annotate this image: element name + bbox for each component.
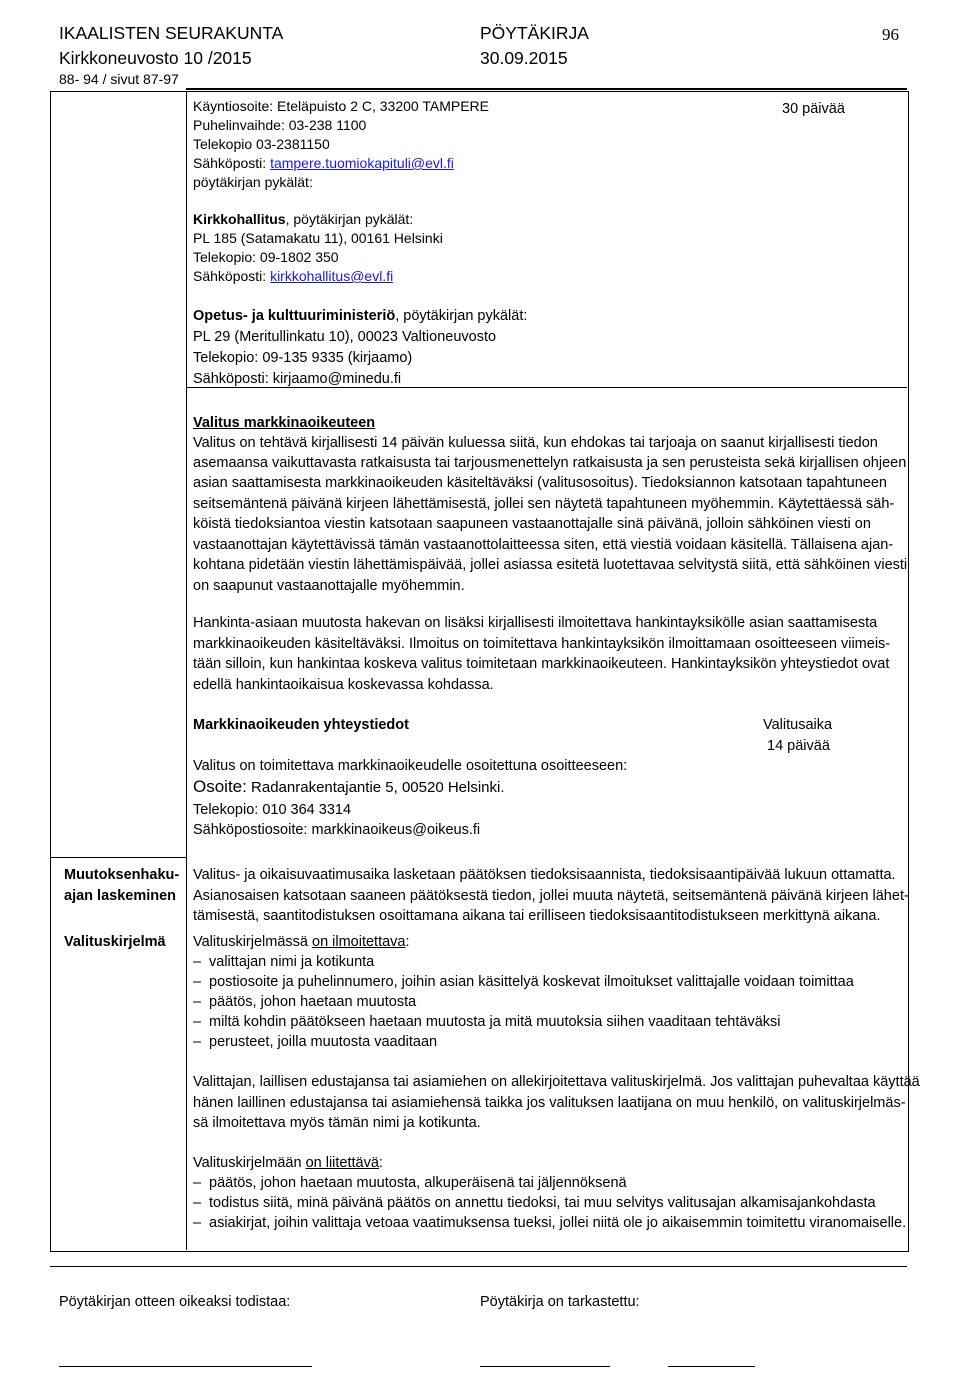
p1-line: Valitus on tehtävä kirjallisesti 14 päivän kuluessa siitä, kun ehdokas tai tarjoaja on saanut kirjallisesti tiedon [193, 435, 878, 451]
market-court-submit: Valitus on toimitettava markkinaoikeudelle osoitettuna osoitteeseen: [193, 758, 628, 774]
church-board-email-link[interactable]: kirkkohallitus@evl.fi [270, 268, 394, 284]
checked-date-line [668, 1366, 755, 1367]
label-divider [50, 857, 186, 858]
meeting-title: Kirkkoneuvosto 10 /2015 [59, 48, 252, 68]
market-court-address-line [193, 776, 505, 799]
signature-line: hänen laillinen edustajansa tai asiamiehensä taikka jos valituksen laatijana on muu henkilö, on valituskirjelmäs- [193, 1095, 906, 1111]
attachments-intro: Valituskirjelmään on liitettävä: [193, 1155, 383, 1171]
computation-label-1: Muutoksenhaku- [64, 867, 180, 883]
church-board-name: Kirkkohallitus [193, 211, 286, 227]
court-deadline: 30 päivää [782, 101, 845, 117]
market-court-title: Valitus markkinaoikeuteen [193, 415, 376, 431]
court-email-link[interactable]: tampere.tuomiokapituli@evl.fi [270, 155, 454, 171]
p1-line: köistä tiedoksiantoa viestin katsotaan saapuneen vastaanottajalle sinä päivänä, jolloin sähköinen viesti on [193, 516, 871, 532]
required-item: – päätös, johon haetaan muutosta [193, 994, 417, 1010]
court-visit-address: Käyntiosoite: Eteläpuisto 2 C, 33200 TAMPERE [193, 98, 489, 114]
frame-top-rule [186, 88, 907, 90]
p2-line: edellä hankintaoikaisua koskevassa kohdassa. [193, 677, 494, 693]
court-email-line [193, 154, 454, 173]
market-court-email: Sähköpostiosoite: markkinaoikeus@oikeus.fi [193, 822, 481, 838]
p1-line: on saapunut vastaanottajalle myöhemmin. [193, 578, 465, 594]
p1-line: seitsemäntenä päivänä kirjeen lähettämisestä, jollei sen näytetä tapahtuneen myöhemmin. Käytettäessä säh- [193, 496, 895, 512]
p1-line: asian saattamisesta markkinaoikeuden käsiteltäväksi (valitusosoitus). Tiedoksiannon katsotaan tapahtuneen [193, 475, 887, 491]
attachment-item: – päätös, johon haetaan muutosta, alkuperäisenä tai jäljennöksenä [193, 1175, 627, 1191]
required-item: – miltä kohdin päätökseen haetaan muutosta ja mitä muutoksia siihen vaaditaan tehtäväksi [193, 1014, 781, 1030]
church-board-email-line [193, 267, 393, 286]
p2-line: tään silloin, kun hankintaa koskeva valitus toimitetaan markkinaoikeuteen. Hankintayksikön yhteystiedot ovat [193, 656, 890, 672]
p1-line: vastaanottajan käytettävissä tämän vastaanottolaitteessa siten, että viestiä voidaan käsitellä. Tällaisena ajan- [193, 537, 894, 553]
market-court-deadline-value: 14 päivää [767, 738, 830, 754]
church-board-suffix: , pöytäkirjan pykälät: [285, 211, 414, 227]
p2-line: markkinaoikeuden käsiteltäväksi. Ilmoitus on toimitettava hankintayksikön ilmoittamaan osoitteeseen viimeis- [193, 636, 891, 652]
ministry-fax: Telekopio: 09-135 9335 (kirjaamo) [193, 350, 413, 366]
checked-signature-line [480, 1366, 610, 1367]
signature-line: sä ilmoitettava myös tämän nimi ja kotikunta. [193, 1115, 481, 1131]
footer-rule [50, 1266, 907, 1267]
ministry-email: Sähköposti: kirjaamo@minedu.fi [193, 371, 402, 387]
page-number: 96 [882, 25, 899, 44]
market-court-contact-title: Markkinaoikeuden yhteystiedot [193, 717, 409, 733]
appeal-doc-label: Valituskirjelmä [64, 934, 166, 950]
church-board-address: PL 185 (Satamakatu 11), 00161 Helsinki [193, 230, 443, 246]
ministry-name: Opetus- ja kulttuuriministeriö [193, 308, 396, 324]
ministry-suffix: , pöytäkirjan pykälät: [395, 308, 528, 324]
computation-line: Valitus- ja oikaisuvaatimusaika lasketaan päätöksen tiedoksisaannista, tiedoksisaantipäivää lukuun ottamatta. [193, 867, 896, 883]
market-court-deadline-label: Valitusaika [763, 717, 833, 733]
p1-line: kohtana pidetään viestin lähettämispäivää, jollei asiassa esitetä luotettavaa selvitystä siitä, että sähköinen viesti [193, 557, 908, 573]
court-phone: Puhelinvaihde: 03-238 1100 [193, 117, 367, 133]
required-item: – valittajan nimi ja kotikunta [193, 954, 375, 970]
market-court-address-value: Radanrakentajantie 5, 00520 Helsinki. [246, 779, 505, 796]
computation-label-2: ajan laskeminen [64, 888, 177, 904]
market-court-fax: Telekopio: 010 364 3314 [193, 802, 352, 818]
org-name: IKAALISTEN SEURAKUNTA [59, 23, 284, 43]
certify-label: Pöytäkirjan otteen oikeaksi todistaa: [59, 1294, 291, 1310]
meeting-date: 30.09.2015 [480, 48, 568, 68]
p1-line: asemaansa vaikuttavasta ratkaisusta tai tarjousmenettelyn ratkaisusta ja sen perusteista sekä kirjallisen ohjeen [193, 455, 907, 471]
church-board-heading [193, 210, 413, 229]
ministry-heading [193, 306, 527, 326]
certify-signature-line [59, 1366, 312, 1367]
doc-type: PÖYTÄKIRJA [480, 23, 589, 43]
p2-line: Hankinta-asiaan muutosta hakevan on lisäksi kirjallisesti ilmoitettava hankintayksikölle asian saattamisesta [193, 615, 878, 631]
computation-line: Asianosaisen katsotaan saaneen päätöksestä tiedon, jollei muuta näytetä, seitsemäntenä päivänä kirjeen lähet- [193, 888, 909, 904]
court-fax: Telekopio 03-2381150 [193, 136, 330, 152]
sections-pages: 88- 94 / sivut 87-97 [59, 71, 179, 87]
attachment-item: – asiakirjat, joihin valittaja vetoaa vaatimuksensa tueksi, jollei niitä ole jo aikaisemmin toimitettu viranomaiselle. [193, 1215, 907, 1231]
computation-line: tämisestä, saantitodistuksen osoittamana aikana tai erilliseen tiedoksisaantitodistukseen merkittynä aikana. [193, 908, 881, 924]
ministry-address: PL 29 (Meritullinkatu 10), 00023 Valtioneuvosto [193, 329, 497, 345]
market-court-address-label: Osoite: [193, 777, 247, 796]
court-email-label: Sähköposti: [193, 155, 271, 171]
column-divider [186, 91, 187, 1250]
church-board-email-label: Sähköposti: [193, 268, 271, 284]
signature-line: Valittajan, laillisen edustajansa tai asiamiehen on allekirjoitettava valituskirjelmä. Jos valittajan puhevaltaa käyttää [193, 1074, 920, 1090]
appeal-doc-intro: Valituskirjelmässä on ilmoitettava: [193, 934, 410, 950]
church-board-fax: Telekopio: 09-1802 350 [193, 249, 339, 265]
checked-label: Pöytäkirja on tarkastettu: [480, 1294, 640, 1310]
attachment-item: – todistus siitä, minä päivänä päätös on annettu tiedoksi, tai muu selvitys valitusajan alkamisajankohdasta [193, 1195, 876, 1211]
required-item: – perusteet, joilla muutosta vaaditaan [193, 1034, 438, 1050]
court-sections: pöytäkirjan pykälät: [193, 174, 313, 190]
required-item: – postiosoite ja puhelinnumero, joihin asian käsittelyä koskevat ilmoitukset valittajalle voidaan toimittaa [193, 974, 854, 990]
